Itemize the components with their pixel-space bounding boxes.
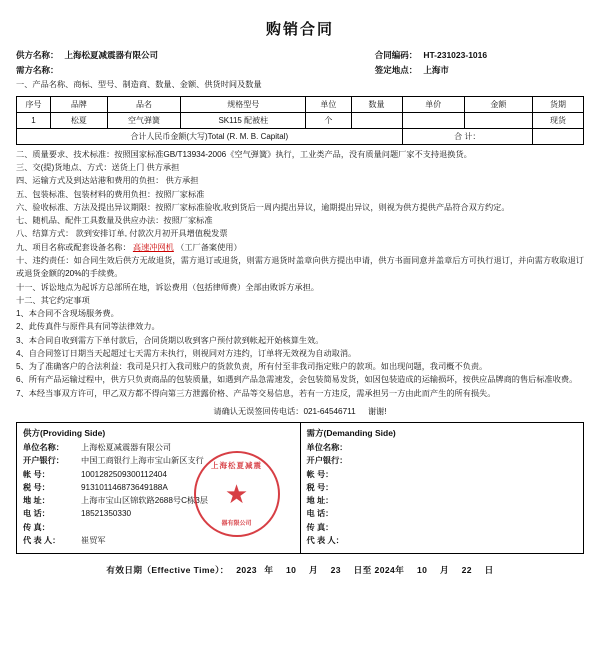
demander-name-label: 需方名称：	[16, 65, 59, 75]
col-lead-time: 货期	[532, 96, 583, 112]
total-label: 合计人民币金额(大写)Total (R. M. B. Capital)	[17, 128, 403, 144]
demander-block-title: 需方(Demanding Side)	[306, 428, 396, 439]
confirm-thanks: 谢谢!	[367, 407, 387, 417]
effective-month-unit-1: 月	[308, 565, 318, 576]
supplier-account-label: 帐 号：	[23, 469, 50, 479]
star-icon: ★	[224, 479, 249, 510]
cell-brand: 松夏	[51, 112, 108, 128]
sign-place-label: 签定地点：	[374, 65, 418, 75]
contract-no-label: 合同编码：	[374, 50, 418, 60]
demander-address-label: 地 址：	[306, 496, 334, 506]
section-one-heading: 一、产品名称、商标、型号、制造商、数量、金额、供货时间及数量	[16, 80, 262, 89]
col-product-name: 品名	[107, 96, 181, 112]
effective-start-year: 2023	[236, 565, 257, 576]
table-row	[17, 112, 584, 128]
demander-block	[300, 423, 584, 554]
items-table-header-row	[17, 96, 584, 112]
supplier-representative-label: 代 表 人：	[23, 536, 61, 546]
col-index: 序号	[17, 96, 51, 112]
cell-product-name: 空气弹簧	[107, 112, 181, 128]
effective-date-line	[16, 564, 584, 576]
contract-no-value: HT-231023-1016	[423, 50, 488, 60]
party-row-supplier	[16, 49, 584, 61]
clause-other-6: 6、所有产品运输过程中，供方只负责商品的包装质量，如遇到产品急需速发，会包装简易发货，如因包装造成的运输损坏，按供应品牌商的售后标准收费。	[16, 375, 578, 385]
clause-acceptance: 六、验收标准、方法及提出异议期限：按照厂家标准验收,收到货后一周内提出异议，逾期提出异议，则视为供方提供产品符合双方约定。	[16, 202, 510, 212]
demander-representative-row	[307, 534, 578, 547]
clause-breach: 十、违约责任：如合同生效后供方无故退货，需方退订或退货，则需方退货时盖章向供方提出申请，供方书面同意并盖章后方可执行退订，并向需方收取退订或退货金额的20%的手续费。	[16, 255, 584, 279]
supplier-phone-value: 18521350330	[81, 509, 132, 519]
cell-lead-time: 现货	[532, 112, 583, 128]
cell-spec-model: SK115 配被柱	[181, 112, 306, 128]
total-value	[532, 128, 583, 144]
stamp-arc-bottom: 器有限公司	[221, 521, 252, 528]
demander-tax-row	[307, 481, 578, 494]
demander-unit-name-label: 单位名称：	[306, 443, 348, 453]
demander-unit-name-row	[307, 441, 578, 454]
demander-representative-label: 代 表 人：	[306, 536, 344, 546]
supplier-address-value: 上海市宝山区锦软路2688号C栋3层	[81, 496, 208, 506]
supplier-representative-value: 崔贸军	[81, 536, 106, 546]
clause-other-1: 1、本合同不含现场服务费。	[16, 309, 119, 319]
table-total-row	[17, 128, 584, 144]
clause-other-7: 7、本经当事双方许可，甲乙双方都不得向第三方泄露价格、产品等交易信息，若有一方违反，需承担另一方由此而产生的所有损失。	[16, 388, 496, 398]
col-amount: 金额	[464, 96, 532, 112]
effective-date-label: 有效日期（Effective Time）：	[106, 565, 229, 576]
supplier-block-title: 供方(Providing Side)	[23, 428, 106, 439]
demander-representative-value	[365, 534, 578, 547]
demander-account-row	[307, 468, 578, 481]
col-unit-price: 单价	[402, 96, 464, 112]
items-table	[16, 96, 584, 145]
confirm-line	[16, 406, 584, 417]
supplier-address-label: 地 址：	[23, 496, 50, 506]
supplier-unit-name-row	[23, 441, 294, 454]
supplier-unit-name-value: 上海松夏减震器有限公司	[81, 443, 172, 453]
party-row-demander	[16, 64, 584, 76]
stamp-arc-top: 上海松夏减震	[211, 461, 262, 471]
page-title: 购销合同	[265, 21, 334, 38]
total-sum-label: 合 计：	[402, 128, 532, 144]
demander-bank-label: 开户银行：	[306, 456, 348, 466]
signature-table	[16, 422, 584, 554]
clause-other-3: 3、本合同自收到需方下单付款后，合同货期以收到客户预付款到帐起开始核算生效。	[16, 335, 324, 345]
supplier-fax-label: 传 真：	[23, 522, 50, 532]
cell-unit-price	[402, 112, 464, 128]
clause-transport: 四、运输方式及到达站港和费用的负担： 供方承担	[16, 176, 199, 186]
demander-phone-value	[365, 507, 578, 520]
demander-fax-label: 传 真：	[306, 522, 334, 532]
demander-bank-row	[307, 454, 578, 467]
col-brand: 品牌	[51, 96, 108, 112]
supplier-bank-label: 开户银行：	[23, 456, 64, 466]
clause-other-4: 4、自合同签订日期当天起超过七天需方未执行，则视同对方违约，订单将无效视为自动取消。	[16, 348, 357, 358]
supplier-unit-name-label: 单位名称：	[23, 443, 64, 453]
demander-phone-label: 电 话：	[306, 509, 334, 519]
contract-no-field	[357, 49, 584, 61]
clause-project-name	[16, 241, 584, 254]
demander-tax-label: 税 号：	[306, 482, 334, 492]
sign-place-field	[357, 64, 584, 76]
clause-other-heading: 十二、其它约定事项	[16, 295, 90, 305]
supplier-account-value: 1001282509300112404	[81, 469, 167, 479]
clause-litigation: 十一、诉讼地点为起诉方总部所在地，诉讼费用（包括律师费）全部由败诉方承担。	[16, 282, 319, 292]
demander-tax-value	[365, 481, 578, 494]
demander-address-value	[365, 494, 578, 507]
supplier-name-value: 上海松夏减震器有限公司	[64, 50, 159, 60]
demander-fax-value	[365, 521, 578, 534]
col-quantity: 数量	[351, 96, 402, 112]
project-name-highlight: 高速冲网机	[132, 242, 174, 252]
effective-start-day: 23	[330, 565, 341, 576]
effective-year-unit-1: 年	[264, 565, 274, 576]
effective-start-month: 10	[286, 565, 297, 576]
supplier-phone-label: 电 话：	[23, 509, 50, 519]
clause-accessories: 七、随机品、配件工具数量及供应办法：按照厂家标准	[16, 216, 213, 226]
supplier-name-field	[16, 49, 357, 61]
clause-delivery-place: 三、交(提)货地点、方式：送货上门 供方承担	[16, 162, 180, 172]
cell-unit: 个	[306, 112, 351, 128]
cell-amount	[464, 112, 532, 128]
clause-packing: 五、包装标准、包装材料的费用负担：按照厂家标准	[16, 189, 205, 199]
clause-other-2: 2、此传真件与原件具有同等法律效力。	[16, 322, 160, 332]
demander-account-value	[365, 468, 578, 481]
effective-end-month: 10	[416, 565, 428, 576]
clause-project-name-text: 九、项目名称或配套设备名称： 高速冲网机 （工厂备案使用）	[16, 242, 242, 252]
demander-phone-row	[307, 507, 578, 520]
clause-quality: 二、质量要求、技术标准：按照国家标准GB/T13934-2006《空气弹簧》执行，工业类产品，没有质量问题厂家不支持退换货。	[16, 149, 472, 159]
effective-day-unit-1: 日至	[353, 565, 372, 576]
demander-account-label: 帐 号：	[306, 469, 334, 479]
cell-index: 1	[17, 112, 51, 128]
demander-fax-row	[307, 521, 578, 534]
demander-bank-value	[365, 454, 578, 467]
supplier-name-label: 供方名称：	[16, 50, 59, 60]
col-unit: 单位	[306, 96, 351, 112]
supplier-representative-row	[23, 534, 294, 547]
clause-settlement: 八、结算方式： 款到安排订单, 付款次月初开具增值税发票	[16, 229, 228, 239]
supplier-bank-value: 中国工商银行上海市宝山新区支行	[81, 456, 204, 466]
demander-address-row	[307, 494, 578, 507]
effective-day-unit-2: 日	[484, 565, 494, 576]
confirm-text: 请确认无误签回传电话：021-64546711	[213, 407, 356, 417]
effective-month-unit-2: 月	[439, 565, 449, 576]
supplier-block	[17, 423, 301, 554]
clauses-list	[16, 148, 584, 400]
demander-unit-name-value	[365, 441, 578, 454]
cell-quantity	[351, 112, 402, 128]
supplier-tax-label: 税 号：	[23, 482, 50, 492]
demander-name-field	[16, 64, 357, 76]
supplier-tax-value: 913101146873649188A	[81, 482, 168, 492]
company-seal-stamp	[194, 451, 280, 537]
effective-end-year: 2024年	[374, 565, 405, 576]
col-spec-model: 规格型号	[181, 96, 306, 112]
effective-end-day: 22	[461, 565, 472, 576]
clause-other-5: 5、为了准确客户的合法利益：我司是只打入我司账户的货款负责，所有付至非我司指定账户的款项。如出现问题，我司概不负责。	[16, 362, 488, 372]
sign-place-value: 上海市	[423, 65, 449, 75]
